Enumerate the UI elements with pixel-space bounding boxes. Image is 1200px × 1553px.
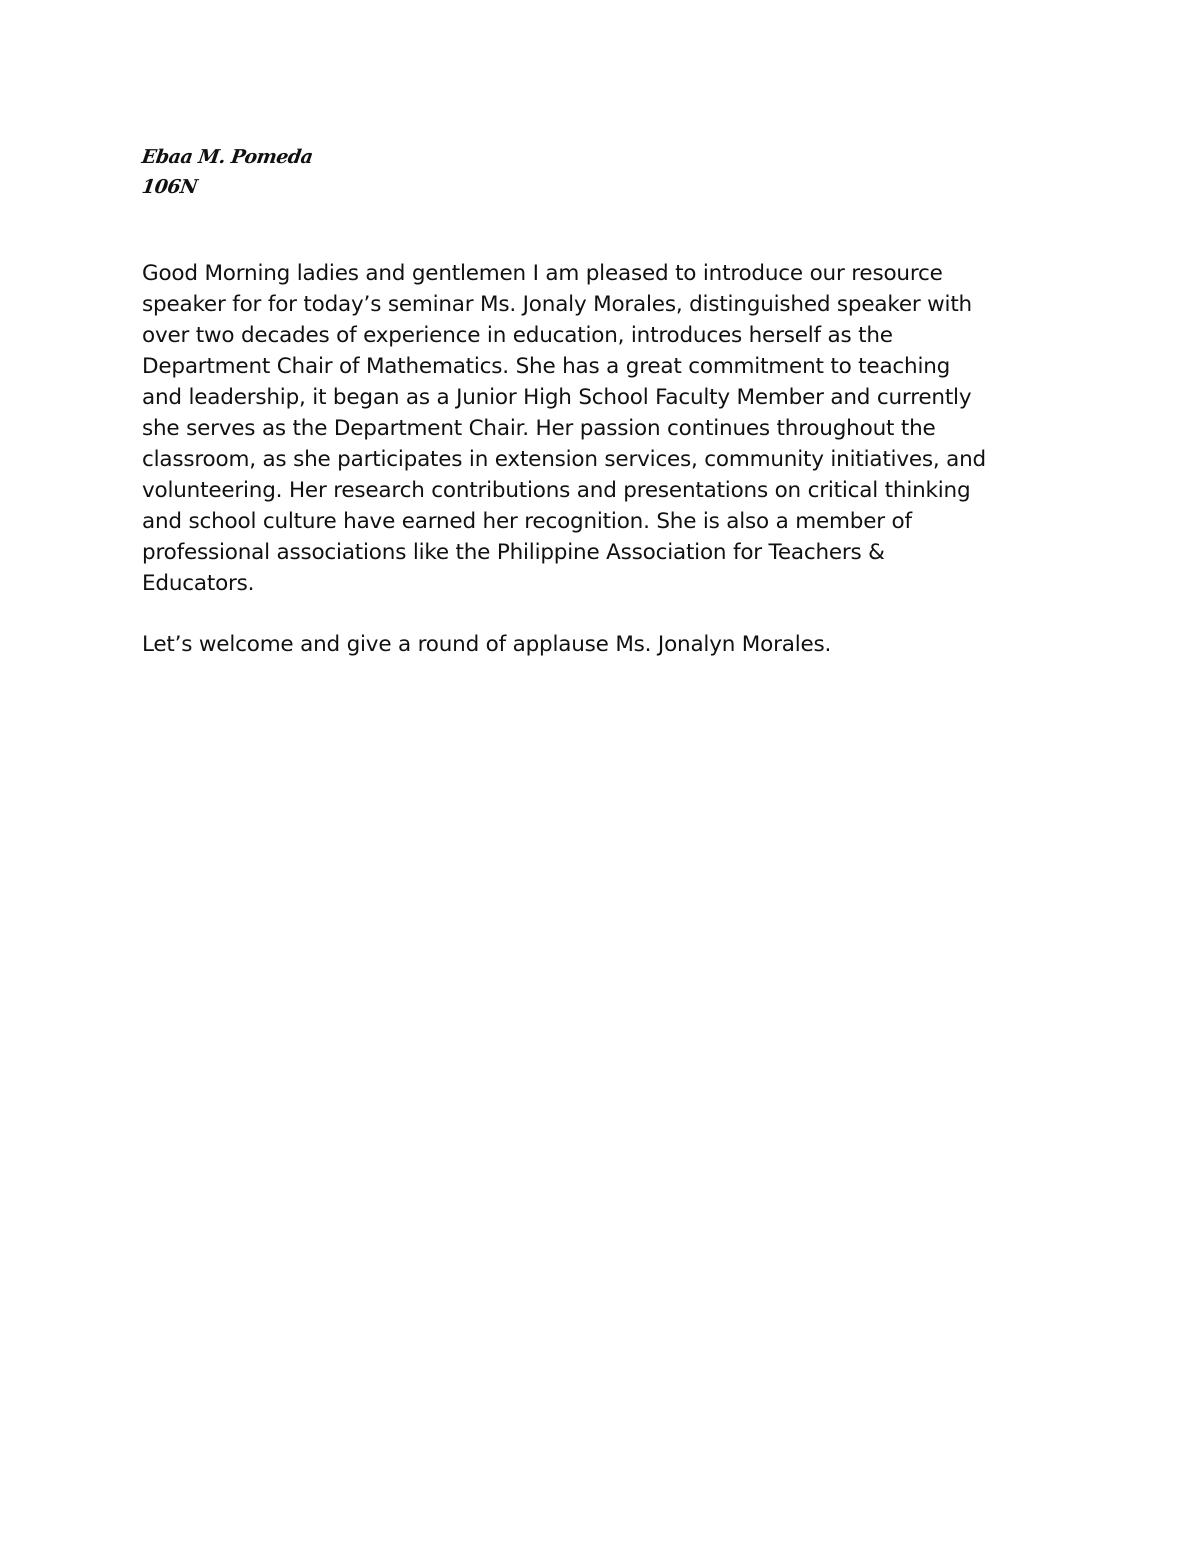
- paragraph-line: Department Chair of Mathematics. She has a great commitment to teaching: [142, 354, 951, 379]
- author-name: Ebaa M. Pomeda: [140, 146, 315, 168]
- paragraph-line: volunteering. Her research contributions and presentations on critical thinking: [142, 478, 971, 503]
- author-section: 106N: [140, 176, 199, 198]
- paragraph-line: classroom, as she participates in extension services, community initiatives, and: [142, 447, 987, 472]
- paragraph-line: she serves as the Department Chair. Her passion continues throughout the: [142, 416, 936, 441]
- paragraph-line: Good Morning ladies and gentlemen I am pleased to introduce our resource: [142, 261, 943, 286]
- introduction-paragraph: [142, 258, 1072, 599]
- paragraph-line: speaker for for today’s seminar Ms. Jonaly Morales, distinguished speaker with: [142, 292, 972, 317]
- paragraph-line: and school culture have earned her recognition. She is also a member of: [142, 509, 912, 534]
- paragraph-line: professional associations like the Philippine Association for Teachers &: [142, 540, 885, 565]
- author-header: [142, 142, 313, 202]
- paragraph-line: over two decades of experience in education, introduces herself as the: [142, 323, 893, 348]
- closing-paragraph: Let’s welcome and give a round of applause Ms. Jonalyn Morales.: [142, 632, 832, 657]
- paragraph-line: Educators.: [142, 571, 255, 596]
- paragraph-line: and leadership, it began as a Junior High School Faculty Member and currently: [142, 385, 972, 410]
